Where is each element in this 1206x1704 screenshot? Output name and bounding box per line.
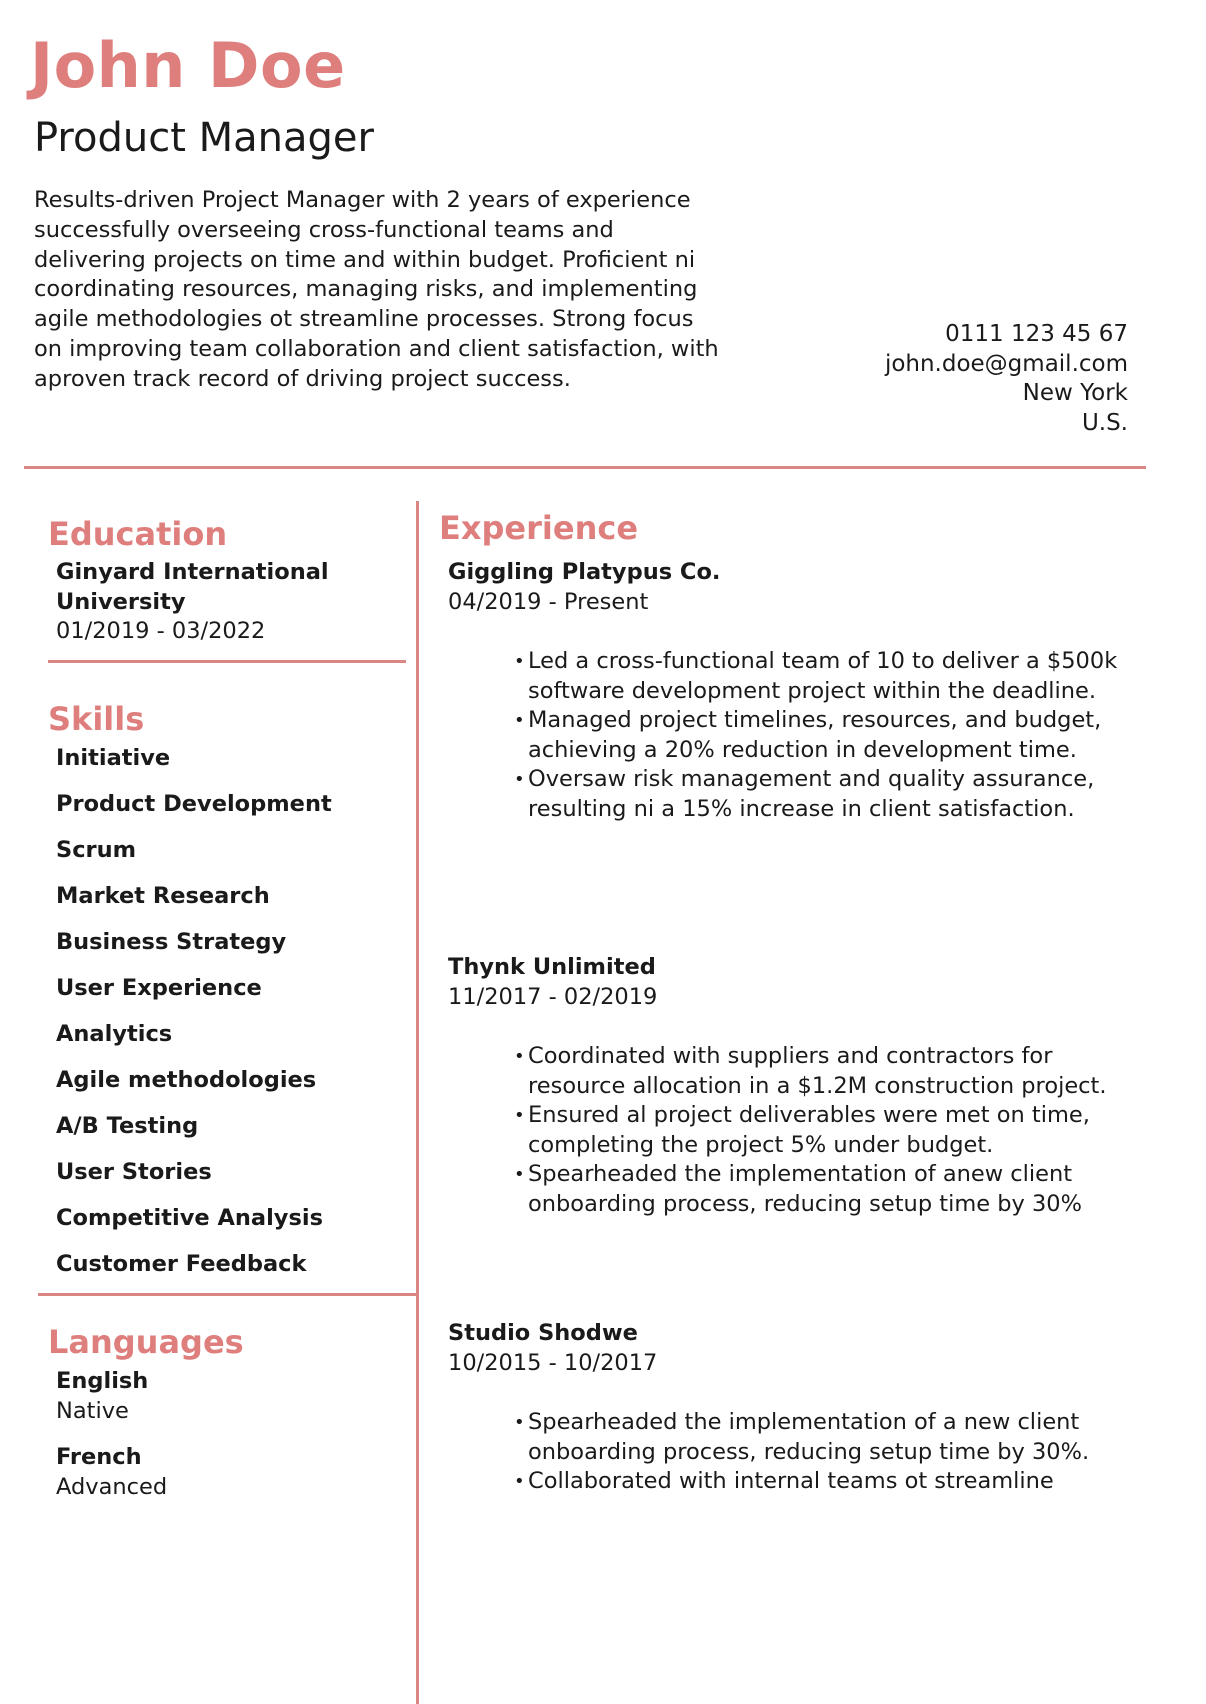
education-school: Ginyard International University (56, 559, 329, 615)
skill-item: User Stories (56, 1159, 212, 1185)
skill-item: A/B Testing (56, 1113, 199, 1139)
job-company: Studio Shodwe (448, 1320, 638, 1346)
skills-heading: Skills (48, 700, 145, 738)
skill-item: Market Research (56, 883, 270, 909)
header-divider (24, 466, 1146, 469)
job-entry (448, 1319, 1128, 1497)
job-bullet: • Led a cross-functional team of 10 to deliver a $500k software development project within the deadline. (514, 647, 1128, 706)
experience-heading: Experience (439, 509, 639, 547)
job-entry (448, 953, 1128, 1220)
education-dates: 01/2019 - 03/2022 (56, 618, 266, 644)
skills-list (56, 743, 332, 1295)
job-dates: 10/2015 - 10/2017 (448, 1349, 658, 1376)
skill-item: Customer Feedback (56, 1251, 307, 1277)
skill-item: Agile methodologies (56, 1067, 317, 1093)
job-bullet: • Spearheaded the implementation of anew client onboarding process, reducing setup time by 30% (514, 1160, 1128, 1219)
skill-item: Product Development (56, 791, 332, 817)
language-name: French (56, 1444, 142, 1470)
job-bullet: • Ensured al project deliverables were met on time, completing the project 5% under budget. (514, 1101, 1128, 1160)
job-bullet: • Oversaw risk management and quality assurance, resulting ni a 15% increase in client satisfaction. (514, 765, 1128, 824)
job-company: Thynk Unlimited (448, 954, 656, 980)
skill-item: Analytics (56, 1021, 173, 1047)
contact-phone: 0111 123 45 67 (945, 321, 1128, 347)
education-heading: Education (48, 515, 228, 553)
profile-summary: Results-driven Project Manager with 2 years of experience successfully overseeing cross-functional teams and delivering projects on time and within budget. Proficient ni coordinating resources, managing risks, and implementing agile methodologies ot streamline processes. Strong focus on improving team collaboration and client satisfaction, with aproven track record of driving project success. (34, 187, 719, 392)
job-entry (448, 558, 1128, 825)
education-divider (48, 660, 406, 663)
job-bullet: • Collaborated with internal teams ot streamline (514, 1467, 1128, 1497)
contact-block (885, 320, 1128, 438)
job-bullet: • Spearheaded the implementation of a new client onboarding process, reducing setup time by 30%. (514, 1408, 1128, 1467)
skill-item: Initiative (56, 745, 171, 771)
job-bullets (448, 1042, 1128, 1220)
language-entry (56, 1442, 167, 1502)
job-company: Giggling Platypus Co. (448, 559, 721, 585)
skill-item: User Experience (56, 975, 262, 1001)
language-level: Native (56, 1398, 129, 1424)
skill-item: Business Strategy (56, 929, 287, 955)
job-dates: 11/2017 - 02/2019 (448, 983, 658, 1010)
job-bullets (448, 647, 1128, 825)
language-level: Advanced (56, 1474, 168, 1500)
job-title: Product Manager (34, 115, 374, 161)
column-divider (416, 501, 419, 1704)
contact-city: New York (1022, 380, 1128, 406)
skill-item: Competitive Analysis (56, 1205, 323, 1231)
job-bullet: • Managed project timelines, resources, and budget, achieving a 20% reduction in development time. (514, 706, 1128, 765)
languages-heading: Languages (48, 1323, 244, 1361)
resume-name: John Doe (30, 29, 346, 102)
skills-divider (38, 1293, 416, 1296)
job-bullet: • Coordinated with suppliers and contractors for resource allocation in a $1.2M construction project. (514, 1042, 1128, 1101)
contact-country: U.S. (1081, 409, 1128, 436)
skill-item: Scrum (56, 837, 137, 863)
job-bullets (448, 1408, 1128, 1497)
language-entry (56, 1366, 148, 1426)
job-dates: 04/2019 - Present (448, 588, 649, 615)
language-name: English (56, 1368, 149, 1394)
contact-email: john.doe@gmail.com (884, 350, 1128, 377)
